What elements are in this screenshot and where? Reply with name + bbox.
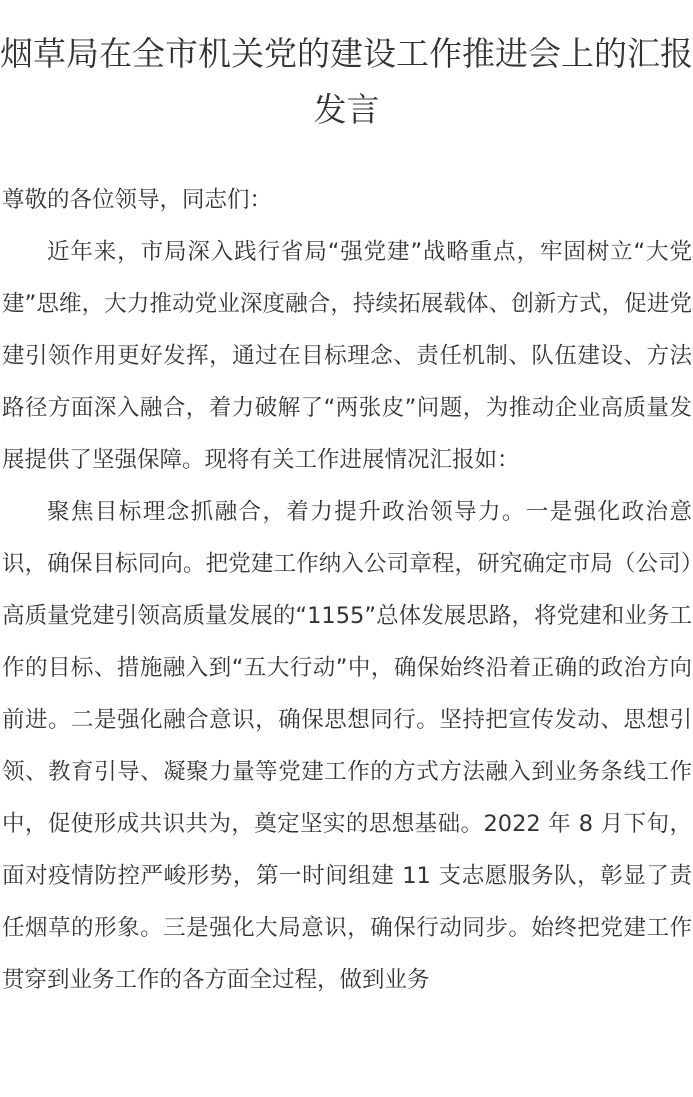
paragraph-goals-integration: 聚焦目标理念抓融合，着力提升政治领导力。一是强化政治意识，确保目标同向。把党建工作纳入公司章程，研究确定市局（公司）高质量党建引领高质量发展的“1155”总体发展思路，将党建和业务工作的目标、措施融入到“五大行动”中，确保始终沿着正确的政治方向前进。二是强化融合意识，确保思想同行。坚持把宣传发动、思想引领、教育引导、凝聚力量等党建工作的方式方法融入到业务条线工作中，促使形成共识共为，奠定坚实的思想基础。2022 年 8 月下旬，面对疫情防控严峻形势，第一时间组建 11 支志愿服务队，彰显了责任烟草的形象。三是强化大局意识，确保行动同步。始终把党建工作贯穿到业务工作的各方面全过程，做到业务 bbox=[2, 499, 692, 993]
salutation: 尊敬的各位领导，同志们： bbox=[2, 187, 273, 213]
paragraph-intro: 近年来，市局深入践行省局“强党建”战略重点，牢固树立“大党建”思维，大力推动党业深度融合，持续拓展载体、创新方式，促进党建引领作用更好发挥，通过在目标理念、责任机制、队伍建设、方法路径方面深入融合，着力破解了“两张皮”问题，为推动企业高质量发展提供了坚强保障。现将有关工作进展情况汇报如： bbox=[2, 239, 692, 473]
document-title: 烟草局在全市机关党的建设工作推进会上的汇报发言 bbox=[0, 34, 693, 129]
document-body bbox=[0, 174, 692, 1006]
